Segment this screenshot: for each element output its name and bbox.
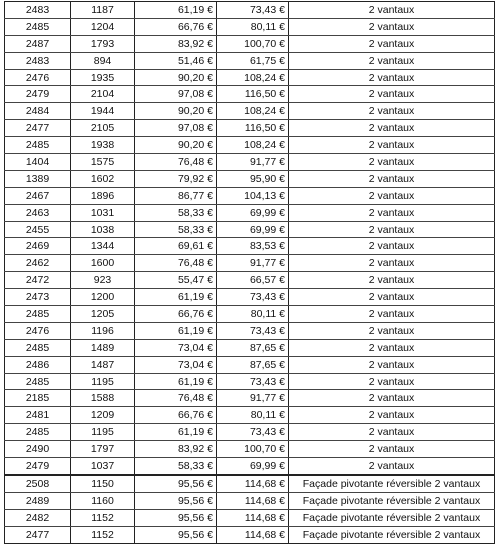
- table-row: [5, 2, 495, 19]
- height-cell: 2463: [5, 204, 71, 221]
- width-cell: 1575: [71, 154, 135, 171]
- price-ttc-cell: 73,43 €: [217, 2, 289, 19]
- table-row: [5, 221, 495, 238]
- height-cell: 2483: [5, 52, 71, 69]
- price-ht-cell: 95,56 €: [135, 509, 217, 526]
- price-ttc-cell: 116,50 €: [217, 86, 289, 103]
- width-cell: 1944: [71, 103, 135, 120]
- price-ht-cell: 61,19 €: [135, 289, 217, 306]
- price-ht-cell: 76,48 €: [135, 154, 217, 171]
- price-ttc-cell: 114,68 €: [217, 492, 289, 509]
- description-cell: Façade pivotante réversible 2 vantaux: [289, 475, 495, 492]
- width-cell: 1938: [71, 137, 135, 154]
- width-cell: 1896: [71, 187, 135, 204]
- price-ttc-cell: 87,65 €: [217, 339, 289, 356]
- price-ht-cell: 66,76 €: [135, 306, 217, 323]
- width-cell: 1204: [71, 18, 135, 35]
- description-cell: Façade pivotante réversible 2 vantaux: [289, 509, 495, 526]
- height-cell: 1404: [5, 154, 71, 171]
- price-ht-cell: 58,33 €: [135, 221, 217, 238]
- price-ht-cell: 73,04 €: [135, 339, 217, 356]
- table-row: [5, 238, 495, 255]
- description-cell: 2 vantaux: [289, 339, 495, 356]
- width-cell: 923: [71, 272, 135, 289]
- width-cell: 1196: [71, 322, 135, 339]
- description-cell: 2 vantaux: [289, 137, 495, 154]
- width-cell: 1344: [71, 238, 135, 255]
- description-cell: 2 vantaux: [289, 441, 495, 458]
- description-cell: 2 vantaux: [289, 272, 495, 289]
- table-row: [5, 356, 495, 373]
- height-cell: 2486: [5, 356, 71, 373]
- height-cell: 2483: [5, 2, 71, 19]
- height-cell: 2479: [5, 458, 71, 475]
- price-ht-cell: 55,47 €: [135, 272, 217, 289]
- height-cell: 2469: [5, 238, 71, 255]
- table-row: [5, 407, 495, 424]
- description-cell: 2 vantaux: [289, 407, 495, 424]
- price-table: [4, 1, 495, 544]
- table-row: [5, 509, 495, 526]
- price-ttc-cell: 91,77 €: [217, 154, 289, 171]
- height-cell: 2473: [5, 289, 71, 306]
- price-table-body: [5, 2, 495, 544]
- table-row: [5, 120, 495, 137]
- width-cell: 1150: [71, 475, 135, 492]
- height-cell: 2490: [5, 441, 71, 458]
- table-row: [5, 339, 495, 356]
- description-cell: 2 vantaux: [289, 52, 495, 69]
- table-row: [5, 35, 495, 52]
- width-cell: 1793: [71, 35, 135, 52]
- table-row: [5, 458, 495, 475]
- price-ht-cell: 86,77 €: [135, 187, 217, 204]
- price-ttc-cell: 61,75 €: [217, 52, 289, 69]
- description-cell: 2 vantaux: [289, 154, 495, 171]
- width-cell: 1160: [71, 492, 135, 509]
- height-cell: 2472: [5, 272, 71, 289]
- price-ht-cell: 95,56 €: [135, 526, 217, 543]
- height-cell: 2482: [5, 509, 71, 526]
- table-row: [5, 137, 495, 154]
- width-cell: 1588: [71, 390, 135, 407]
- price-ttc-cell: 108,24 €: [217, 137, 289, 154]
- width-cell: 1187: [71, 2, 135, 19]
- table-row: [5, 272, 495, 289]
- table-row: [5, 18, 495, 35]
- price-ttc-cell: 73,43 €: [217, 373, 289, 390]
- height-cell: 2185: [5, 390, 71, 407]
- price-ht-cell: 58,33 €: [135, 458, 217, 475]
- table-row: [5, 187, 495, 204]
- table-row: [5, 441, 495, 458]
- description-cell: 2 vantaux: [289, 103, 495, 120]
- description-cell: 2 vantaux: [289, 289, 495, 306]
- table-row: [5, 204, 495, 221]
- height-cell: 2467: [5, 187, 71, 204]
- table-row: [5, 492, 495, 509]
- table-row: [5, 390, 495, 407]
- price-ht-cell: 83,92 €: [135, 441, 217, 458]
- table-row: [5, 424, 495, 441]
- price-ttc-cell: 95,90 €: [217, 170, 289, 187]
- table-row: [5, 52, 495, 69]
- description-cell: 2 vantaux: [289, 424, 495, 441]
- table-row: [5, 306, 495, 323]
- width-cell: 1600: [71, 255, 135, 272]
- price-ht-cell: 73,04 €: [135, 356, 217, 373]
- width-cell: 894: [71, 52, 135, 69]
- width-cell: 1209: [71, 407, 135, 424]
- width-cell: 1195: [71, 373, 135, 390]
- width-cell: 1205: [71, 306, 135, 323]
- table-row: [5, 154, 495, 171]
- height-cell: 2485: [5, 306, 71, 323]
- price-ht-cell: 51,46 €: [135, 52, 217, 69]
- width-cell: 1489: [71, 339, 135, 356]
- height-cell: 2487: [5, 35, 71, 52]
- width-cell: 1152: [71, 509, 135, 526]
- price-ttc-cell: 69,99 €: [217, 204, 289, 221]
- description-cell: 2 vantaux: [289, 35, 495, 52]
- price-ttc-cell: 100,70 €: [217, 441, 289, 458]
- price-ttc-cell: 108,24 €: [217, 103, 289, 120]
- price-ttc-cell: 114,68 €: [217, 526, 289, 543]
- price-ttc-cell: 73,43 €: [217, 322, 289, 339]
- table-row: [5, 86, 495, 103]
- description-cell: Façade pivotante réversible 2 vantaux: [289, 526, 495, 543]
- table-row: [5, 526, 495, 543]
- description-cell: 2 vantaux: [289, 18, 495, 35]
- price-ht-cell: 61,19 €: [135, 2, 217, 19]
- price-ht-cell: 76,48 €: [135, 390, 217, 407]
- table-row: [5, 289, 495, 306]
- price-ht-cell: 90,20 €: [135, 137, 217, 154]
- description-cell: 2 vantaux: [289, 373, 495, 390]
- height-cell: 2462: [5, 255, 71, 272]
- table-row: [5, 170, 495, 187]
- description-cell: 2 vantaux: [289, 187, 495, 204]
- price-ht-cell: 79,92 €: [135, 170, 217, 187]
- description-cell: Façade pivotante réversible 2 vantaux: [289, 492, 495, 509]
- price-ht-cell: 83,92 €: [135, 35, 217, 52]
- description-cell: 2 vantaux: [289, 86, 495, 103]
- price-ttc-cell: 116,50 €: [217, 120, 289, 137]
- description-cell: 2 vantaux: [289, 238, 495, 255]
- width-cell: 1797: [71, 441, 135, 458]
- height-cell: 2485: [5, 137, 71, 154]
- price-ht-cell: 97,08 €: [135, 86, 217, 103]
- price-ttc-cell: 80,11 €: [217, 306, 289, 323]
- description-cell: 2 vantaux: [289, 322, 495, 339]
- price-ht-cell: 66,76 €: [135, 18, 217, 35]
- description-cell: 2 vantaux: [289, 2, 495, 19]
- height-cell: 2477: [5, 120, 71, 137]
- width-cell: 1152: [71, 526, 135, 543]
- table-row: [5, 255, 495, 272]
- description-cell: 2 vantaux: [289, 390, 495, 407]
- width-cell: 2105: [71, 120, 135, 137]
- price-ht-cell: 95,56 €: [135, 492, 217, 509]
- height-cell: 2485: [5, 424, 71, 441]
- height-cell: 2508: [5, 475, 71, 492]
- price-ht-cell: 69,61 €: [135, 238, 217, 255]
- description-cell: 2 vantaux: [289, 356, 495, 373]
- price-ttc-cell: 83,53 €: [217, 238, 289, 255]
- price-ht-cell: 61,19 €: [135, 424, 217, 441]
- height-cell: 1389: [5, 170, 71, 187]
- price-ttc-cell: 80,11 €: [217, 407, 289, 424]
- height-cell: 2476: [5, 322, 71, 339]
- height-cell: 2484: [5, 103, 71, 120]
- height-cell: 2485: [5, 339, 71, 356]
- price-ht-cell: 95,56 €: [135, 475, 217, 492]
- description-cell: 2 vantaux: [289, 170, 495, 187]
- table-row: [5, 322, 495, 339]
- price-ttc-cell: 91,77 €: [217, 390, 289, 407]
- height-cell: 2479: [5, 86, 71, 103]
- price-ttc-cell: 69,99 €: [217, 221, 289, 238]
- price-ht-cell: 90,20 €: [135, 103, 217, 120]
- price-ttc-cell: 114,68 €: [217, 509, 289, 526]
- width-cell: 1200: [71, 289, 135, 306]
- table-row: [5, 475, 495, 492]
- height-cell: 2489: [5, 492, 71, 509]
- width-cell: 1037: [71, 458, 135, 475]
- height-cell: 2477: [5, 526, 71, 543]
- price-ttc-cell: 87,65 €: [217, 356, 289, 373]
- width-cell: 2104: [71, 86, 135, 103]
- height-cell: 2476: [5, 69, 71, 86]
- width-cell: 1602: [71, 170, 135, 187]
- price-ttc-cell: 73,43 €: [217, 289, 289, 306]
- table-row: [5, 69, 495, 86]
- price-ht-cell: 61,19 €: [135, 322, 217, 339]
- description-cell: 2 vantaux: [289, 221, 495, 238]
- price-ttc-cell: 66,57 €: [217, 272, 289, 289]
- height-cell: 2455: [5, 221, 71, 238]
- price-ttc-cell: 91,77 €: [217, 255, 289, 272]
- description-cell: 2 vantaux: [289, 120, 495, 137]
- price-ttc-cell: 80,11 €: [217, 18, 289, 35]
- price-ttc-cell: 108,24 €: [217, 69, 289, 86]
- width-cell: 1195: [71, 424, 135, 441]
- description-cell: 2 vantaux: [289, 458, 495, 475]
- price-ht-cell: 90,20 €: [135, 69, 217, 86]
- width-cell: 1487: [71, 356, 135, 373]
- price-ht-cell: 66,76 €: [135, 407, 217, 424]
- table-row: [5, 103, 495, 120]
- price-ht-cell: 58,33 €: [135, 204, 217, 221]
- price-ttc-cell: 100,70 €: [217, 35, 289, 52]
- width-cell: 1935: [71, 69, 135, 86]
- price-ttc-cell: 69,99 €: [217, 458, 289, 475]
- table-row: [5, 373, 495, 390]
- description-cell: 2 vantaux: [289, 306, 495, 323]
- width-cell: 1031: [71, 204, 135, 221]
- price-ttc-cell: 73,43 €: [217, 424, 289, 441]
- price-ht-cell: 76,48 €: [135, 255, 217, 272]
- price-ht-cell: 97,08 €: [135, 120, 217, 137]
- height-cell: 2481: [5, 407, 71, 424]
- width-cell: 1038: [71, 221, 135, 238]
- price-ht-cell: 61,19 €: [135, 373, 217, 390]
- height-cell: 2485: [5, 18, 71, 35]
- price-ttc-cell: 104,13 €: [217, 187, 289, 204]
- description-cell: 2 vantaux: [289, 255, 495, 272]
- height-cell: 2485: [5, 373, 71, 390]
- price-ttc-cell: 114,68 €: [217, 475, 289, 492]
- description-cell: 2 vantaux: [289, 69, 495, 86]
- description-cell: 2 vantaux: [289, 204, 495, 221]
